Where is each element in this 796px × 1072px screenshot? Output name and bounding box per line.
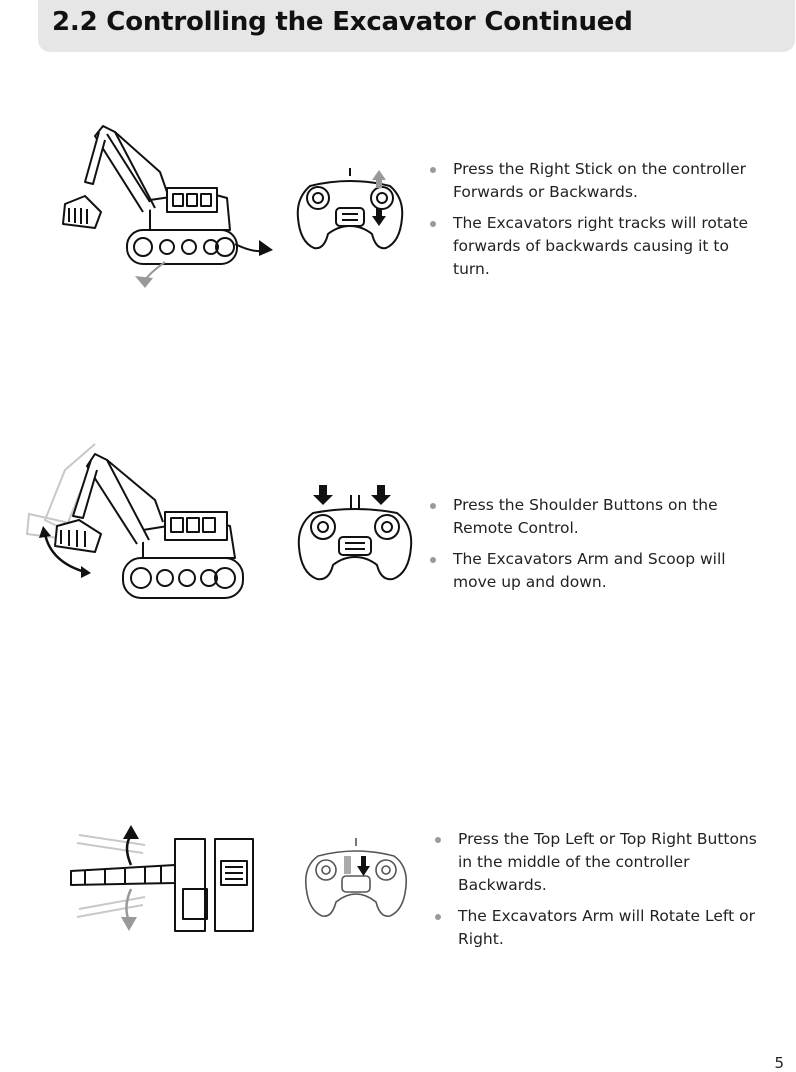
excavator-illustration-3 (65, 825, 265, 935)
bullet-dot (430, 503, 436, 509)
list-item: Press the Shoulder Buttons on the Remote Control. (427, 494, 767, 540)
controller-illustration-1 (290, 168, 410, 258)
bullet-list-3 (432, 828, 772, 959)
bullet-dot (430, 167, 436, 173)
section-header (38, 0, 795, 52)
bullet-list-1 (427, 158, 767, 289)
list-item: Press the Right Stick on the controller Forwards or Backwards. (427, 158, 767, 204)
bullet-dot (430, 557, 436, 563)
excavator-illustration-2 (25, 430, 250, 610)
list-item: The Excavators right tracks will rotate forwards of backwards causing it to turn. (427, 212, 767, 281)
bullet-dot (435, 914, 441, 920)
excavator-illustration-1 (55, 112, 285, 292)
list-item: The Excavators Arm and Scoop will move up and down. (427, 548, 767, 594)
list-item: The Excavators Arm will Rotate Left or Right. (432, 905, 772, 951)
controller-illustration-3 (300, 838, 412, 922)
controller-illustration-2 (293, 485, 418, 585)
bullet-dot (435, 837, 441, 843)
list-item: Press the Top Left or Top Right Buttons in the middle of the controller Backwards. (432, 828, 772, 897)
page-title: 2.2 Controlling the Excavator Continued (52, 7, 633, 37)
bullet-list-2 (427, 494, 767, 602)
bullet-dot (430, 221, 436, 227)
page-number: 5 (774, 1054, 784, 1072)
